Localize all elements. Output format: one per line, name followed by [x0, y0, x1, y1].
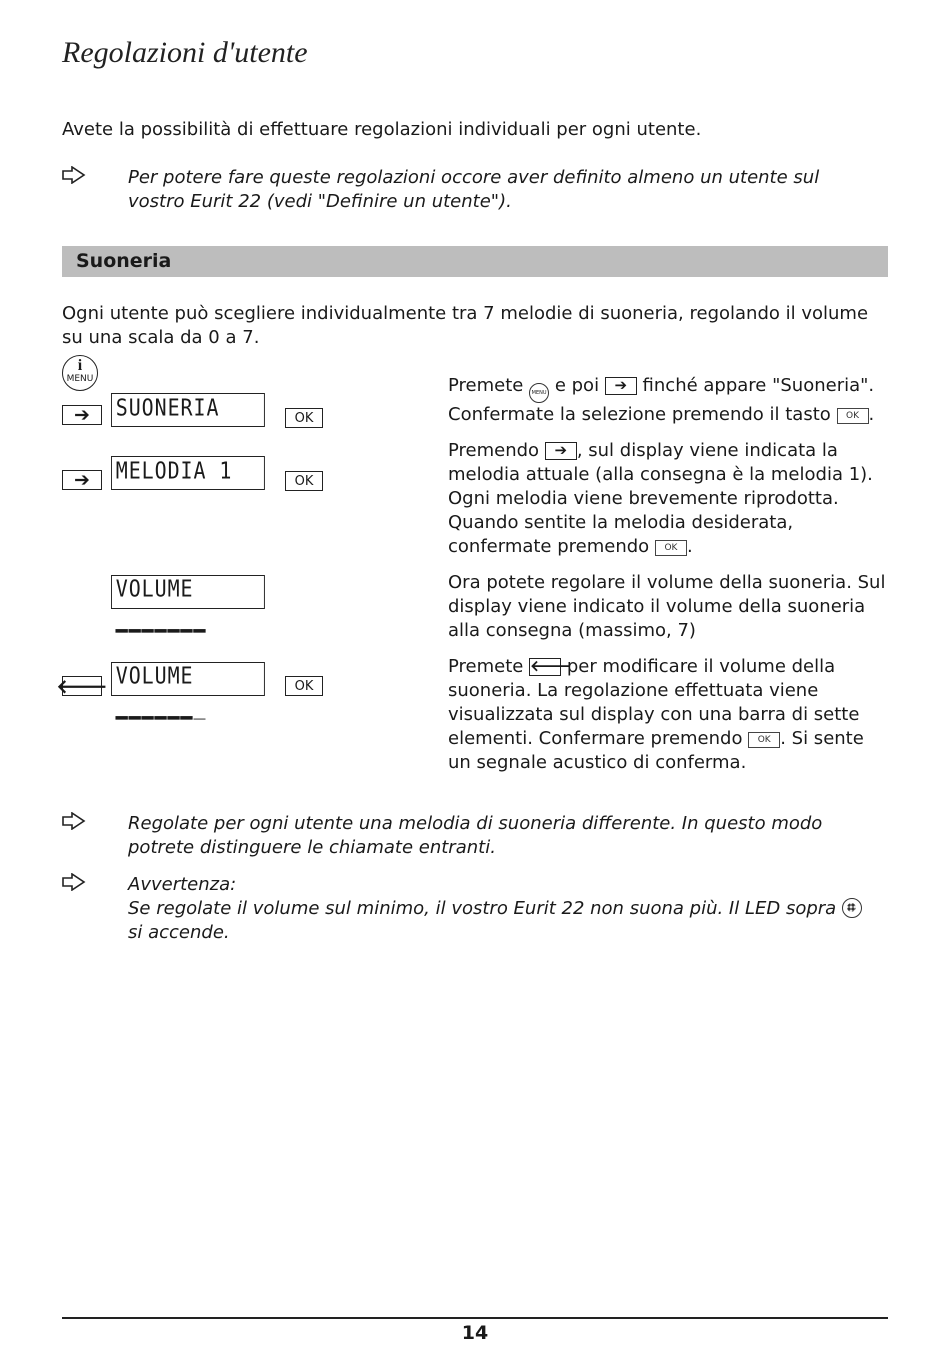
- step-descriptions: [448, 374, 888, 787]
- ok-key-icon: OK: [285, 408, 323, 428]
- pointing-hand-icon: [62, 812, 86, 830]
- ok-key-icon: OK: [748, 732, 780, 748]
- warning-body: Se regolate il volume sul minimo, il vostro Eurit 22 non suona più. Il LED sopra si accende.: [128, 897, 868, 945]
- intro-text: Avete la possibilità di effettuare regolazioni individuali per ogni utente.: [62, 119, 702, 140]
- right-arrow-key-icon: ➔: [605, 377, 637, 395]
- warning-title: Avvertenza:: [128, 874, 237, 895]
- note-prerequisite: Per potere fare queste regolazioni occore aver definito almeno un utente sul vostro Eurit 22 (vedi "Definire un utente").: [128, 167, 820, 212]
- lcd-display-suoneria: SUONERIA: [111, 393, 265, 427]
- menu-key-icon: MENU: [529, 383, 549, 403]
- note-warning: [128, 873, 868, 945]
- step-1: Premete MENU e poi ➔ finché appare "Suoneria". Confermate la selezione premendo il tasto OK .: [448, 375, 875, 425]
- page-number: 14: [461, 1322, 489, 1344]
- ok-key-icon: OK: [655, 540, 687, 556]
- ok-key-icon: OK: [837, 408, 869, 424]
- step-3: Ora potete regolare il volume della suoneria. Sul display viene indicato il volume della suoneria alla consegna (massimo, 7): [448, 572, 886, 641]
- right-arrow-key-icon: ➔: [545, 442, 577, 460]
- step-2: Premendo ➔ , sul display viene indicata la melodia attuale (alla consegna è la melodia 1). Ogni melodia viene brevemente riprodotta. Quando sentite la melodia desiderata, confermate premendo OK .: [448, 440, 873, 557]
- right-arrow-key-icon: ➔: [62, 405, 102, 425]
- step-4: Premete 🡐 per modificare il volume della suoneria. La regolazione effettuata viene visualizzata sul display con una barra di sette elementi. Confermare premendo OK . Si sente un segnale acustico di conferma.: [448, 656, 864, 773]
- left-arrow-key-icon: 🡐: [56, 675, 108, 698]
- lcd-display-volume-adjusted: VOLUME ▁▁▁▁▁▁_: [111, 662, 265, 696]
- section-intro: Ogni utente può scegliere individualmente tra 7 melodie di suoneria, regolando il volume su una scala da 0 a 7.: [62, 303, 869, 348]
- section-header-suoneria: [62, 246, 888, 277]
- ok-key-icon: OK: [285, 471, 323, 491]
- pointing-hand-icon: [62, 166, 86, 184]
- left-arrow-key-icon: 🡐: [530, 657, 571, 675]
- lcd-display-volume-full: VOLUME ▁▁▁▁▁▁▁: [111, 575, 265, 609]
- pointing-hand-icon: [62, 873, 86, 891]
- page-title: Regolazioni d'utente: [62, 36, 308, 69]
- lcd-display-melodia: MELODIA 1: [111, 456, 265, 490]
- right-arrow-key-icon: ➔: [62, 470, 102, 490]
- section-title: Suoneria: [76, 250, 172, 272]
- ok-key-icon: OK: [285, 676, 323, 696]
- note-distinct-melody: Regolate per ogni utente una melodia di suoneria differente. In questo modo potrete distinguere le chiamate entranti.: [128, 813, 823, 858]
- led-indicator-icon: [842, 898, 862, 918]
- menu-key-icon: i MENU: [62, 355, 98, 391]
- footer-divider: [62, 1317, 888, 1319]
